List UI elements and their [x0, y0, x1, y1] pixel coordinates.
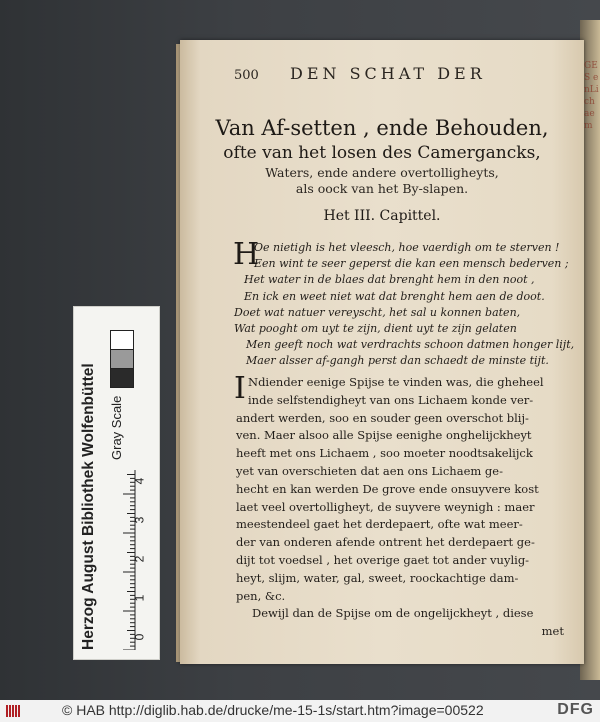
prose-line: inde selfstendigheyt van ons Lichaem konde ver-	[248, 392, 534, 407]
chapter-title-line4: als oock van het By-slapen.	[295, 181, 469, 196]
prose-line: dijt tot voedsel , het overige gaet tot ander vuylig-	[236, 552, 530, 567]
verse-line: Een wint te seer geperst die kan een mensch bederven ;	[254, 257, 569, 271]
prose-line: laet veel overtolligheyt, de suyvere weynigh : maer	[236, 499, 535, 514]
hab-logo-icon	[6, 705, 20, 717]
prose-line: yet van overschieten dat aen ons Lichaem ge-	[236, 463, 503, 478]
ruler-label: 0	[132, 633, 147, 641]
prose-dropcap: I	[234, 371, 246, 406]
verse-dropcap: H	[233, 237, 260, 272]
chapter-title-line1: Van Af-setten , ende Behouden,	[215, 116, 549, 140]
prose-line: met	[541, 624, 564, 639]
ruler-label: 1	[132, 594, 147, 602]
verse-line: Maer alsser af-gangh perst dan schaedt de minste tijt.	[246, 354, 549, 368]
prose-line: ven. Maer alsoo alle Spijse eenighe onghelijckheyt	[236, 428, 532, 443]
prose-line: andert werden, soo en souder geen overschot blij-	[236, 410, 529, 425]
prose-line: pen, &c.	[236, 588, 286, 603]
chapter-title-line2: ofte van het losen des Camergancks,	[223, 143, 541, 163]
verse-line: Men geeft noch wat verdrachts schoon datmen honger lijt,	[246, 338, 575, 352]
verse-line: Het water in de blaes dat brenght hem in den noot ,	[244, 273, 535, 287]
gray-swatch-mid	[110, 349, 134, 369]
prose-line: heeft met ons Lichaem , soo moeter noodtsakelijck	[236, 446, 533, 461]
gray-scale-label: Gray Scale	[109, 395, 124, 460]
running-head: DEN SCHAT DER	[290, 64, 486, 83]
dfg-logo: DFG	[557, 701, 594, 718]
gray-swatch-white	[110, 330, 134, 350]
prose-line: meestendeel gaet het derdepaert, ofte wat meer-	[236, 517, 523, 532]
ruler-label: 2	[132, 555, 147, 563]
verse-line: En ick en weet niet wat dat brenght hem aen de doot.	[244, 289, 545, 303]
gray-swatch-dark	[110, 368, 134, 388]
prose-block	[234, 371, 564, 641]
page-number: 500	[234, 68, 259, 83]
verse-block	[232, 237, 576, 370]
prose-line: Dewijl dan de Spijse om de ongelijckheyt , diese	[252, 606, 534, 621]
chapter-heading: Het III. Capittel.	[323, 208, 441, 224]
prose-line: heyt, slijm, water, gal, sweet, roockachtige dam-	[236, 570, 519, 585]
prose-line: hecht en kan werden De grove ende onsuyvere kost	[236, 481, 539, 496]
footer-url[interactable]: © HAB http://diglib.hab.de/drucke/me-15-1s/start.htm?image=00522	[62, 702, 484, 718]
library-name: Herzog August Bibliothek Wolfenbüttel	[80, 363, 97, 650]
ruler-label: 4	[132, 477, 147, 485]
footer-bar	[0, 700, 600, 722]
verse-line: Oe nietigh is het vleesch, hoe vaerdigh om te sterven !	[254, 241, 560, 254]
verse-line: Wat pooght om uyt te zijn, dient uyt te zijn gelaten	[234, 322, 517, 336]
prose-line: Ndiender eenige Spijse te vinden was, die gheheel	[248, 375, 544, 389]
verse-line: Doet wat natuer vereyscht, het sal u konnen baten,	[234, 305, 521, 319]
prose-line: der van onderen afende ontrent het derdepaert ge-	[236, 535, 535, 550]
ruler-label: 3	[132, 516, 147, 524]
chapter-title-line3: Waters, ende andere overtolligheyts,	[265, 165, 499, 180]
next-page-fragment: GES enLichaem	[584, 61, 599, 131]
